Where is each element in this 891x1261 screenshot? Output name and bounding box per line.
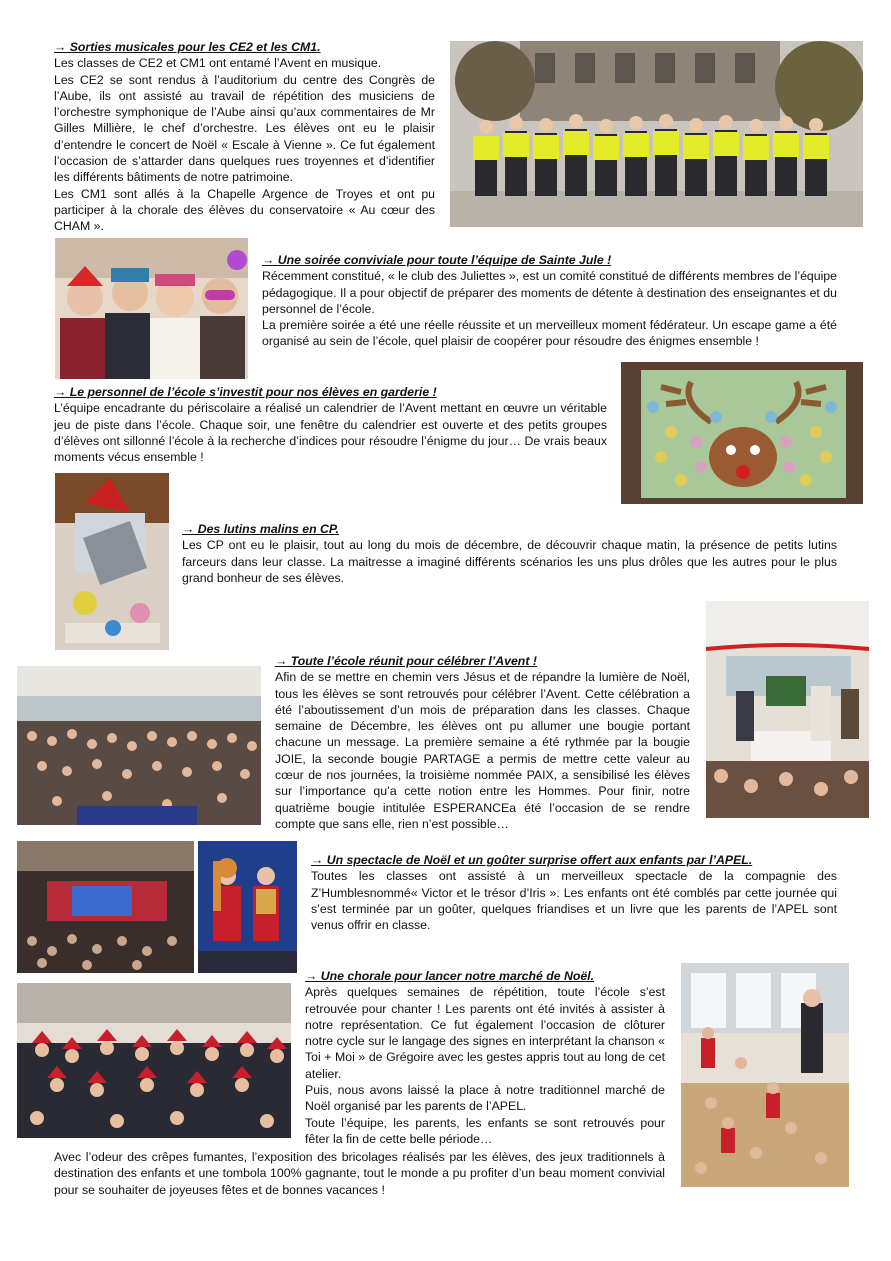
paragraph: Avec l’odeur des crêpes fumantes, l’exposition des bricolages réalisés par les élèves, des jeux traditionnels à destination des enfants et une tombola 100% gagnante, tout le monde a pu profiter d’un beau moment convivial pour se souhaiter de joyeuses fêtes et de bonnes vacances ! <box>54 1150 665 1197</box>
section-chorale-marche <box>305 968 665 1147</box>
photo-priest-altar <box>706 601 869 818</box>
paragraph: Les classes de CE2 et CM1 ont entamé l’Avent en musique. <box>54 56 382 71</box>
section-title: → Des lutins malins en CP. <box>182 522 339 536</box>
paragraph: Afin de se mettre en chemin vers Jésus et de répandre la lumière de Noël, tous les élèves se sont retrouvés pour célébrer l’Avent. Cette célébration a été l’aboutissement d’un mois de préparation dans les classes. Chaque semaine de Décembre, les élèves ont pu allumer une bougie portant chacune un message. La première semaine a été rythmée par la bougie JOIE, la seconde bougie PARTAGE a permis de mettre cette valeur au cœur de nos journées, la troisième nommée PAIX, a sensibilisé les élèves sur l’importance qu’a cette notion entre les Hommes. Pour finir, notre quatrième bougie intitulée ESPERANCEa été l’occasion de se rendre compte que sans elle, rien n’est possible… <box>275 670 690 831</box>
closing-paragraph <box>54 1149 665 1198</box>
paragraph: Après quelques semaines de répétition, toute l’école s’est retrouvée pour chanter ! Les parents ont été invités à assister à notre représentation. Ce fut également l’occasion de clôturer notre cycle sur le langage des signes en interprétant la chanson « Toi + Moi » de Grégoire avec les gestes appris tout au long de cet atelier. <box>305 985 665 1081</box>
section-title: → Un spectacle de Noël et un goûter surprise offert aux enfants par l’APEL. <box>311 853 753 867</box>
paragraph: Les CP ont eu le plaisir, tout au long du mois de décembre, de découvrir chaque matin, la présence de petits lutins farceurs dans leur classe. La maitresse a imaginé différents scénarios les uns plus drôles que les autres pour le plus grand bonheur de ses élèves. <box>182 538 837 585</box>
photo-reindeer-advent-calendar <box>621 362 863 504</box>
section-title: → Une soirée conviviale pour toute l’équipe de Sainte Jule ! <box>262 253 612 267</box>
paragraph: Récemment constitué, « le club des Juliettes », est un comité constitué de différents membres de l’équipe pédagogique. Il a pour objectif de préparer des moments de détente à destination des enseignantes et du personnel de l’école. <box>262 269 837 316</box>
photo-christmas-show-audience <box>17 841 194 973</box>
section-title: → Une chorale pour lancer notre marché de Noël. <box>305 969 595 983</box>
paragraph: Puis, nous avons laissé la place à notre traditionnel marché de Noël organisé par les parents de l’APEL. <box>305 1083 665 1114</box>
section-celebration-avent <box>275 653 690 832</box>
section-title: → Sorties musicales pour les CE2 et les CM1. <box>54 40 321 54</box>
photo-elf-lutins <box>55 473 169 650</box>
photo-students-yellow-vests <box>450 41 863 227</box>
section-soiree-conviviale <box>262 252 837 350</box>
section-lutins-cp <box>182 521 837 586</box>
paragraph: Les CM1 sont allés à la Chapelle Argence de Troyes et ont pu participer à la chorale des élèves du conservatoire « Au cœur des CHAM ». <box>54 186 435 234</box>
section-sorties-musicales <box>54 39 435 235</box>
paragraph: Toutes les classes ont assisté à un merveilleux spectacle de la compagnie des Z’Humblesnommé« Victor et le trésor d’Iris ». Les enfants ont été comblés par cette journée qui s’est terminée par un goûter, quelques friandises et un livre que les parents de l’APEL sont venus offrir en classe. <box>311 869 837 933</box>
section-spectacle-noel <box>311 852 837 933</box>
photo-choir-santa-hats <box>17 983 291 1138</box>
paragraph: La première soirée a été une réelle réussite et un merveilleux moment fédérateur. Un escape game a été organisé au sein de l’école, quel plaisir de coopérer pour résoudre des énigmes ensemble ! <box>262 318 837 349</box>
section-title: → Toute l’école réunit pour célébrer l’Avent ! <box>275 654 537 668</box>
photo-advent-celebration-hall <box>17 666 261 825</box>
paragraph: L’équipe encadrante du périscolaire a réalisé un calendrier de l’Avent mettant en œuvre un véritable jeu de piste dans l’école. Chaque soir, une fenêtre du calendrier est ouverte et des petits groupes d’élèves ont sillonné l’école à la recherche d’indices pour résoudre l’énigme du jour… De vrais beaux moments vécus ensemble ! <box>54 401 607 465</box>
photo-team-party <box>55 238 248 379</box>
paragraph: Toute l’équipe, les parents, les enfants se sont retrouvés pour fêter la fin de cette belle période… <box>305 1115 665 1146</box>
photo-christmas-show-performers <box>198 841 297 973</box>
section-title: → Le personnel de l’école s’investit pour nos élèves en garderie ! <box>54 385 437 399</box>
photo-classroom-children <box>681 963 849 1187</box>
paragraph: Les CE2 se sont rendus à l’auditorium du centre des Congrès de l’Aube, ils ont assisté au travail de répétition des musiciens de l’orchestre symphonique de l’Aube ainsi qu’aux commentaires de Mr Gilles Millière, le chef d’orchestre. Les élèves ont eu le plaisir d’entendre le concert de Noël « Escale à Vienne ». Ce fut également l’occasion de s’attarder dans quelques rues troyennes et d’identifier les différents bâtiments de notre patrimoine. <box>54 72 435 185</box>
section-personnel-garderie <box>54 384 607 465</box>
